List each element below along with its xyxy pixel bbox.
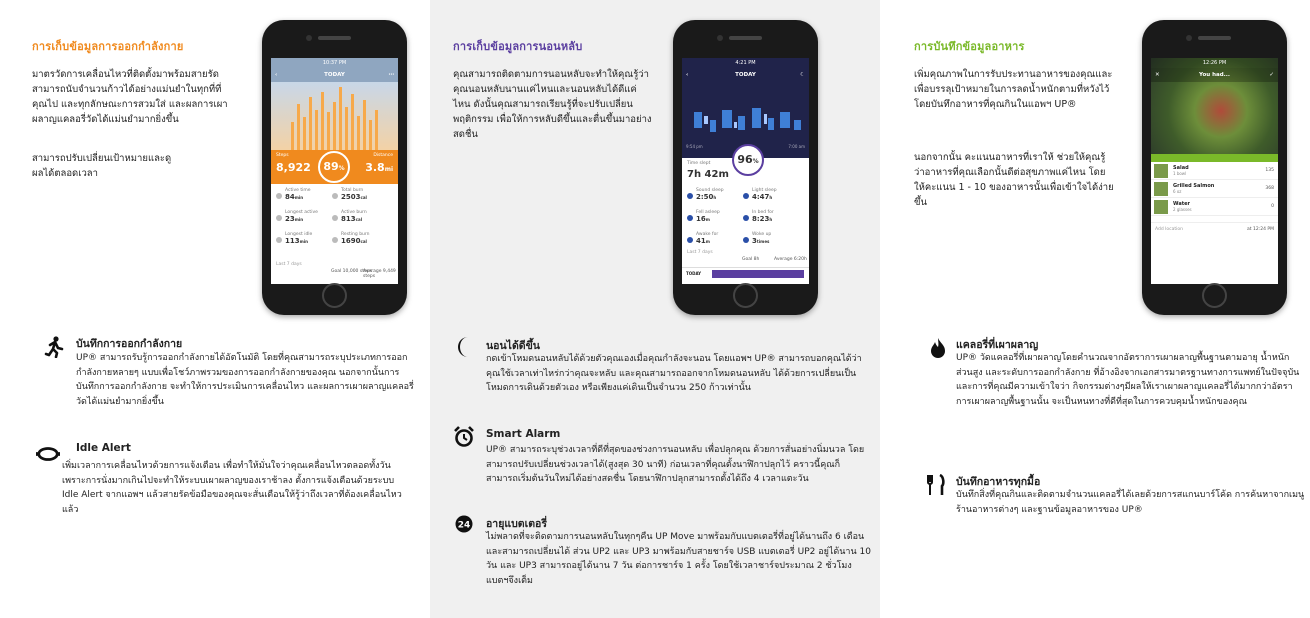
feature-sleep-text: กดเข้าโหมดนอนหลับได้ด้วยตัวคุณเองเมื่อคุณกำลังจะนอน โดยแอพฯ UP® สามารถบอกคุณได้ว่าคุณใช้เวลาเท่าไหร่กว่าคุณจะหลับ และคุณสามารถออกจากโหมดนอนหลับ ได้ด้วยการเปลี่ยนเป็นโหมดการเดินด้วยตัวเอง หรือเพียงแค่เดินเป็นจำนวน 250 ก้าวเท่านั้น xyxy=(486,354,862,393)
sleep-stat xyxy=(696,210,720,223)
sleep-stat xyxy=(696,188,724,201)
activity-chart xyxy=(271,82,398,150)
activity-stat-icon xyxy=(332,215,338,221)
sleep-stat-icon xyxy=(687,193,693,199)
back-icon[interactable]: ‹ xyxy=(275,72,278,78)
sleep-stat-unit: h xyxy=(713,195,717,200)
sleep-stat-label: Awake for xyxy=(696,232,719,237)
activity-stat-icon xyxy=(276,237,282,243)
food-list xyxy=(1151,162,1278,216)
food-photo xyxy=(1151,58,1278,154)
sleep-intro: คุณสามารถติดตามการนอนหลับจะทำให้คุณรู้ว่า คุณนอนหลับนานแค่ไหนและนอนหลับได้ดีแค่ไหน ดังนั้นคุณสามารถเรียนรู้ที่จะปรับเปลี่ยนพฤติกรรม เพื่อให้การหลับดีขึ้นและตื่นขึ้นมาอย่างสดชื่น xyxy=(453,69,652,140)
sleep-stat-label: Fell asleep xyxy=(696,210,720,215)
activity-intro-goal: สามารถปรับเปลี่ยนเป้าหมายและดูผลได้ตลอดเวลา xyxy=(32,153,172,179)
activity-stat-unit: min xyxy=(299,239,309,244)
feature-battery-text: ไม่พลาดที่จะติดตามการนอนหลับในทุกๆคืน UP Move มาพร้อมกับแบตเตอรี่ที่อยู่ได้นานถึง 6 เดือน และสามารถเปลี่ยนได้ ส่วน UP2 และ UP3 มาพร้อมกับสายชาร์จ USB แบตเตอรี่ UP2 อยู่ได้นาน 10 วัน และ UP3 สามารถอยู่ได้นาน 7 วัน ต่อการชาร์จ 1 ครั้ง โดยใช้เวลาชาร์จประมาณ 2 ชั่วโมง แบตฯจึงเต็ม xyxy=(486,532,871,586)
sleep-stat-unit: m xyxy=(705,217,710,222)
distance-value xyxy=(365,161,393,174)
sleep-chart xyxy=(682,102,809,142)
alarm-clock-icon xyxy=(452,425,476,449)
food-column xyxy=(880,0,1310,618)
home-button[interactable] xyxy=(733,283,758,308)
feature-idle-title: Idle Alert xyxy=(76,442,131,454)
feature-meals-text: บันทึกสิ่งที่คุณกินและติดตามจำนวนแคลอรี่ได้เลยด้วยการสแกนบาร์โค้ด การค้นหาจากเมนูร้านอาหารต่างๆ และฐานข้อมูลอาหารของ UP® xyxy=(956,490,1305,515)
activity-stat xyxy=(285,188,311,201)
activity-stat-label: Total burn xyxy=(341,188,364,193)
activity-stat xyxy=(341,232,370,245)
sleep-stat-unit: times xyxy=(756,239,770,244)
activity-stat-label: Resting burn xyxy=(341,232,370,237)
feature-workout-title: บันทึกการออกกำลังกาย xyxy=(76,338,183,350)
activity-stat-icon xyxy=(276,193,282,199)
sleep-stat-value: 3times xyxy=(752,237,770,245)
location-row[interactable] xyxy=(1151,222,1278,236)
sleep-stat-unit: h xyxy=(769,217,773,222)
food-item[interactable] xyxy=(1151,180,1278,198)
sleep-pct: 96 xyxy=(737,153,753,166)
sleep-column xyxy=(430,0,880,618)
activity-stat-value: 23min xyxy=(285,215,304,223)
feature-alarm-text: UP® สามารถระบุช่วงเวลาที่ดีที่สุดของช่วงการนอนหลับ เพื่อปลุกคุณ ด้วยการสั่นอย่างนิ่มนวล โดยสามารถปรับเปลี่ยนช่วงเวลาได้(สูงสุด 30 นาที) ก่อนเวลาที่คุณตั้งนาฬิกาปลุกไว้ คราวนี้คุณก็สามารถเริ่มต้นวันใหม่ได้อย่างสดชื่น โดยนาฬิกาปลุกสามารถตั้งได้ถึง 4 เวลาแตะวัน xyxy=(486,445,865,484)
activity-stat-value: 84min xyxy=(285,193,304,201)
sleep-header xyxy=(682,58,809,158)
feature-smart-alarm xyxy=(452,425,872,515)
sleep-stat-label: In bed for xyxy=(752,210,774,215)
distance-unit: mi xyxy=(384,166,393,173)
goal-ring xyxy=(318,151,350,183)
activity-stat xyxy=(285,232,312,245)
distance-number: 3.8 xyxy=(365,161,385,174)
camera xyxy=(1186,35,1192,41)
sleep-stat xyxy=(752,188,777,201)
close-icon[interactable]: ✕ xyxy=(1155,72,1160,78)
food-screen xyxy=(1151,58,1278,284)
today-bar xyxy=(712,270,804,278)
activity-bars xyxy=(271,82,398,150)
running-icon xyxy=(42,335,66,359)
status-time: 4:21 PM xyxy=(735,60,756,66)
food-calories: 368 xyxy=(1265,186,1274,191)
sleep-stat-icon xyxy=(687,237,693,243)
food-serving: 1 bowl xyxy=(1173,171,1187,176)
food-phone xyxy=(1142,20,1287,315)
moon-small-icon: ☾ xyxy=(800,72,805,78)
activity-appbar xyxy=(271,68,398,82)
activity-stat-value: 2503cal xyxy=(341,193,367,201)
sleep-summary xyxy=(682,153,809,184)
sleep-phone xyxy=(673,20,818,315)
sleep-stats xyxy=(682,184,809,250)
food-serving: 6 oz xyxy=(1173,189,1182,194)
steps-label: Steps xyxy=(276,153,289,158)
feature-sleep-better xyxy=(452,335,872,430)
sleep-footer xyxy=(682,255,809,267)
today-row xyxy=(682,267,809,279)
sleep-stat-value: 16m xyxy=(696,215,710,223)
time-tag: at 12:24 PM xyxy=(1247,227,1274,232)
goal-text: Goal 10,000 steps xyxy=(331,269,372,274)
activity-stat-icon xyxy=(332,237,338,243)
sleep-title: การเก็บข้อมูลการนอนหลับ xyxy=(453,40,583,53)
back-icon[interactable]: ‹ xyxy=(686,72,689,78)
activity-stat-unit: min xyxy=(294,217,304,222)
sleep-stat xyxy=(696,232,718,245)
speaker xyxy=(729,36,762,40)
food-thumb xyxy=(1154,200,1168,214)
goal-pct: 89 xyxy=(323,160,339,173)
sleep-start: 9:54 pm xyxy=(686,144,703,149)
activity-intro: มาตรวัดการเคลื่อนไหวที่ติดตั้งมาพร้อมสายรัดสามารถนับจำนวนก้าวได้อย่างแม่นยำในทุกที่ที่คุณไป และทุกลักษณะการสวมใส่ และผลการเผาผลาญแคลอรี่วัดได้แม่นยำมากยิ่งขึ้น xyxy=(32,69,228,125)
food-calories: 0 xyxy=(1271,204,1274,209)
check-icon[interactable]: ✓ xyxy=(1269,72,1274,78)
activity-stat-icon xyxy=(276,215,282,221)
sleep-end: 7:00 am xyxy=(788,144,805,149)
camera xyxy=(717,35,723,41)
activity-summary xyxy=(271,150,398,184)
moon-icon xyxy=(452,335,476,359)
status-time: 12:26 PM xyxy=(1151,58,1278,68)
feature-sleep-title: นอนได้ดีขึ้น xyxy=(486,340,540,352)
today-label: TODAY xyxy=(324,72,345,78)
sleep-screen xyxy=(682,58,809,284)
food-score-bar xyxy=(1151,154,1278,162)
food-calories: 135 xyxy=(1265,168,1274,173)
feature-idle-text: เพิ่มเวลาการเคลื่อนไหวด้วยการแจ้งเตือน เพื่อทำให้มั่นใจว่าคุณเคลื่อนไหวตลอดทั้งวัน เพราะการนั่งมากเกินไปจะทำให้ระบบเผาผลาญของเราช้าลง ตั้งการแจ้งเตือนด้วยระบบ Idle Alert จากแอพฯ แล้วสายรัดข้อมือของคุณจะสั่นเตือนให้รู้ว่าถึงเวลาที่ต้องเคลื่อนไหวแล้ว xyxy=(62,461,402,515)
feature-workout-text: UP® สามารถรับรู้การออกกำลังกายได้อัตโนมัติ โดยที่คุณสามารถระบุประเภทการออกกำลังกายหลายๆ แบบเพื่อโชว์ภาพรวมของการออกกำลังกายของคุณ นอกจากนั้นการบันทึกการออกกำลังกาย จะทำให้การประเมินการเคลื่อนไหว และผลการเผาผลาญแคลอรี่วัดได้แม่นยำมากยิ่งขึ้น xyxy=(76,353,414,407)
food-title: การบันทึกข้อมูลอาหาร xyxy=(914,40,1025,53)
food-name: Grilled Salmon xyxy=(1173,183,1215,189)
activity-stat-unit: cal xyxy=(360,239,367,244)
today-label: TODAY xyxy=(735,72,756,78)
food-thumb xyxy=(1154,182,1168,196)
food-item[interactable] xyxy=(1151,198,1278,216)
feature-calories xyxy=(926,336,1306,436)
activity-screen xyxy=(271,58,398,284)
time-slept-value: 7h 42m xyxy=(687,169,729,180)
food-item[interactable] xyxy=(1151,162,1278,180)
sleep-stat-unit: m xyxy=(705,239,710,244)
activity-stat-unit: cal xyxy=(355,217,363,222)
sleep-stat-icon xyxy=(743,237,749,243)
avg-text: Average 6:20h xyxy=(774,257,807,262)
food-thumb xyxy=(1154,164,1168,178)
svg-text:24: 24 xyxy=(457,520,471,531)
feature-battery xyxy=(452,512,872,602)
sleep-stat-label: Light sleep xyxy=(752,188,777,193)
speaker xyxy=(1198,36,1231,40)
sleep-stat-icon xyxy=(743,215,749,221)
food-serving: 2 glasses xyxy=(1173,207,1192,212)
time-slept-label: Time slept xyxy=(687,161,711,166)
activity-stat-icon xyxy=(332,193,338,199)
band-icon xyxy=(36,442,60,466)
goal-pct-unit: % xyxy=(338,165,345,172)
distance-label: Distance xyxy=(373,153,393,158)
add-location[interactable]: Add location xyxy=(1155,227,1183,232)
goal-text: Goal 8h xyxy=(742,257,760,262)
battery-24-icon xyxy=(452,512,476,536)
sleep-stat-value: 8:23h xyxy=(752,215,773,223)
activity-stat-label: Active time xyxy=(285,188,311,193)
fork-knife-icon xyxy=(924,473,948,497)
last7-label: Last 7 days xyxy=(687,250,713,255)
sleep-stat-icon xyxy=(687,215,693,221)
last7-label: Last 7 days xyxy=(276,262,302,267)
today-row-label: TODAY xyxy=(686,271,702,276)
activity-stat xyxy=(341,188,367,201)
food-appbar xyxy=(1151,68,1278,82)
sleep-stat-value: 41m xyxy=(696,237,710,245)
activity-stat-value: 113min xyxy=(285,237,309,245)
sleep-appbar xyxy=(682,68,809,82)
sleep-stat-unit: h xyxy=(769,195,773,200)
steps-value: 8,922 xyxy=(276,161,311,174)
speaker xyxy=(318,36,351,40)
food-intro-score: นอกจากนั้น คะแนนอาหารที่เราให้ ช่วยให้คุณรู้ว่าอาหารที่คุณเลือกนั้นดีต่อสุขภาพแค่ไหน โดยให้คะแนน 1 - 10 ของอาหารนั้นเพื่อเข้าใจได้ง่ายขึ้น xyxy=(914,152,1114,208)
flame-icon xyxy=(926,336,950,360)
activity-stat-unit: cal xyxy=(360,195,367,200)
activity-stat-unit: min xyxy=(294,195,304,200)
feature-calories-text: UP® วัดแคลอรี่ที่เผาผลาญโดยคำนวณจากอัตราการเผาผลาญพื้นฐานตามอายุ น้ำหนัก ส่วนสูง และระดับการออกกำลังกาย ที่อ้างอิงจากเอกสารมาตรฐานทางการแพทย์ในปัจจุบัน และการที่คุณมีความเข้าใจว่า กิจกรรมต่างๆมีผลให้เราเผาผลาญแคลอรี่ได้มากกว่าอัตราการเผาผลาญพื้นฐานนั้น จะเป็นหนทางที่ดีที่สุดในการควบคุมน้ำหนักของคุณ xyxy=(956,353,1300,407)
activity-stat xyxy=(285,210,318,223)
food-name: Salad xyxy=(1173,165,1189,171)
sleep-stat-value: 2:50h xyxy=(696,193,717,201)
activity-stat-label: Longest idle xyxy=(285,232,313,237)
activity-stat-label: Longest active xyxy=(285,210,318,215)
activity-stat xyxy=(341,210,367,223)
sleep-stat-value: 4:47h xyxy=(752,193,773,201)
status-time: 10:37 PM xyxy=(322,60,347,66)
feature-battery-title: อายุแบตเตอรี่ xyxy=(486,518,547,530)
home-button[interactable] xyxy=(1202,283,1227,308)
activity-title: การเก็บข้อมูลการออกกำลังกาย xyxy=(32,40,184,53)
food-intro: เพิ่มคุณภาพในการรับประทานอาหารของคุณและเพื่อบรรลุเป้าหมายในการลดน้ำหนักตามที่หวังไว้ โดยบันทึกอาหารที่คุณกินในแอพฯ UP® xyxy=(914,69,1113,110)
activity-stat-value: 1690cal xyxy=(341,237,367,245)
avg-text: Average 9,449 steps xyxy=(363,269,396,279)
sleep-stat xyxy=(752,210,774,223)
you-had-label: You had... xyxy=(1199,72,1230,78)
activity-stats xyxy=(271,184,398,262)
feature-workout xyxy=(42,335,422,425)
activity-stat-value: 813cal xyxy=(341,215,363,223)
activity-footer xyxy=(271,267,398,279)
activity-phone xyxy=(262,20,407,315)
feature-calories-title: แคลอรี่ที่เผาผลาญ xyxy=(956,339,1039,351)
feature-meals-title: บันทึกอาหารทุกมื้อ xyxy=(956,476,1041,488)
camera xyxy=(306,35,312,41)
feature-meals xyxy=(924,473,1306,533)
food-name: Water xyxy=(1173,201,1190,207)
more-icon[interactable]: ⋯ xyxy=(388,72,394,78)
feature-alarm-title: Smart Alarm xyxy=(486,428,561,440)
home-button[interactable] xyxy=(322,283,347,308)
sleep-pct-unit: % xyxy=(752,158,759,165)
feature-idle-alert xyxy=(36,442,422,522)
activity-stat-label: Active burn xyxy=(341,210,367,215)
sleep-stat-label: Woke up xyxy=(752,232,772,237)
activity-column xyxy=(0,0,430,618)
sleep-stat xyxy=(752,232,771,245)
sleep-stat-icon xyxy=(743,193,749,199)
sleep-goal-ring xyxy=(732,144,764,176)
sleep-stat-label: Sound sleep xyxy=(696,188,724,193)
